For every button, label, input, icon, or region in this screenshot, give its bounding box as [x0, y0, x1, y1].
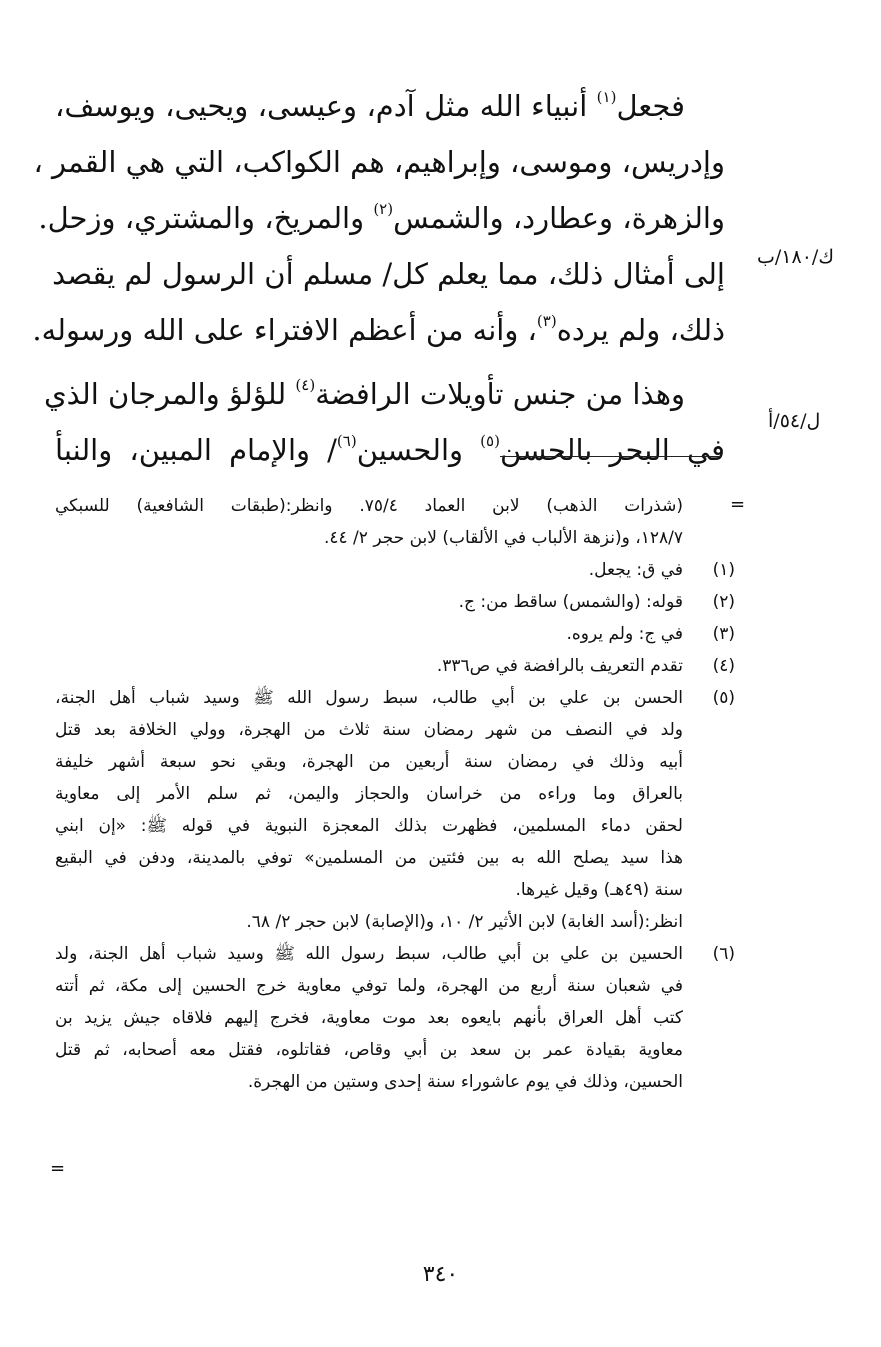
footnote-separator	[500, 456, 722, 457]
text-line-6: وهذا من جنس تأويلات الرافضة$^{(٤)}$ للؤلؤ والمرجان الذي	[43, 376, 685, 411]
page-number: ٣٤٠	[422, 1262, 459, 1287]
continuation-mark-top: =	[730, 494, 746, 515]
footnote-ref-2: (٢)	[373, 200, 394, 218]
margin-note-l54a: ل/٥٤/أ	[768, 410, 821, 432]
footnote-3: (٣) في ج: ولم يروه.	[55, 618, 735, 650]
text-line-1: فجعل$^{(١)}$ أنبياء الله مثل آدم، وعيسى، ويحيى، ويوسف،	[55, 88, 685, 123]
footnote-number: (٦)	[712, 944, 735, 964]
footnote-2: (٢) قوله: (والشمس) ساقط من: ج.	[55, 586, 735, 618]
footnote-number: (٢)	[712, 592, 735, 612]
margin-note-k180b: ك/١٨٠/ب	[757, 246, 834, 268]
main-text	[32, 78, 725, 478]
footnote-ref-4: (٤)	[295, 376, 316, 394]
text-line-2: وإدريس، وموسى، وإبراهيم، هم الكواكب، التي هي القمر ،	[33, 145, 725, 179]
continuation-mark-bottom: =	[50, 1158, 66, 1179]
text-line-3: والزهرة، وعطارد، والشمس$^{(٢)}$ والمريخ، والمشتري، وزحل.	[38, 200, 725, 235]
footnote-ref-6: (٦)	[336, 432, 357, 450]
footnote-ref-5: (٥)	[480, 432, 500, 450]
footnote-1: (١) في ق: يجعل.	[55, 554, 735, 586]
footnote-5: (٥) الحسن بن علي بن أبي طالب، سبط رسول الله ﷺ وسيد شباب أهل الجنة، ولد في النصف من شهر رمضان سنة ثلاث من الهجرة، وولي الخلافة بعد قتل أبيه وذلك في رمضان سنة أربعين من الهجرة، وبقي نحو سبعة أشهر خليفة بالعراق وما وراءه من خراسان والحجاز واليمن، ثم سلم الأمر إلى معاوية لحقن دماء المسلمين، فظهرت بذلك المعجزة النبوية في قوله ﷺ: «إن ابني هذا سيد يصلح الله به بين فئتين من المسلمين» توفي بالمدينة، ودفن في البقيع سنة (٤٩هـ) وقيل غيرها. انظر:(أسد الغابة) لابن الأثير ٢/ ١٠، و(الإصابة) لابن حجر ٢/ ٦٨.	[55, 682, 735, 938]
text-line-7: في البحر بالحسن$^{(٥)}$ والحسين$^{(٦)}$/ والإمام المبين، والنبأ	[55, 432, 725, 467]
footnote-6: (٦) الحسين بن علي بن أبي طالب، سبط رسول الله ﷺ وسيد شباب أهل الجنة، ولد في شعبان سنة أربع من الهجرة، ولما توفي معاوية خرج الحسين إلى مكة، ثم أتته كتب أهل العراق بأنهم بايعوه بعد موت معاوية، فخرج إليهم فلاقاه جيش يزيد بن معاوية بقيادة عمر بن سعد بن أبي وقاص، فقاتلوه، فقتل معه أصحابه، ثم قتل الحسين، وذلك في يوم عاشوراء سنة إحدى وستين من الهجرة.	[55, 938, 735, 1098]
footnote-continuation: (شذرات الذهب) لابن العماد ٧٥/٤. وانظر:(طبقات الشافعية) للسبكي ١٢٨/٧، و(نزهة الألباب في الألقاب) لابن حجر ٢/ ٤٤.	[55, 496, 683, 548]
footnote-number: (٣)	[712, 624, 735, 644]
text-line-5: ذلك، ولم يرده$^{(٣)}$، وأنه من أعظم الافتراء على الله ورسوله.	[32, 312, 725, 347]
footnote-ref-3: (٣)	[536, 312, 557, 330]
footnote-number: (١)	[712, 560, 735, 580]
footnote-number: (٤)	[712, 656, 735, 676]
footnote-ref-1: (١)	[596, 88, 617, 106]
footnote-number: (٥)	[712, 688, 735, 708]
footnote-4: (٤) تقدم التعريف بالرافضة في ص٣٣٦.	[55, 650, 735, 682]
footnotes	[55, 490, 735, 1098]
text-line-4: إلى أمثال ذلك، مما يعلم كل/ مسلم أن الرسول لم يقصد	[52, 257, 725, 291]
